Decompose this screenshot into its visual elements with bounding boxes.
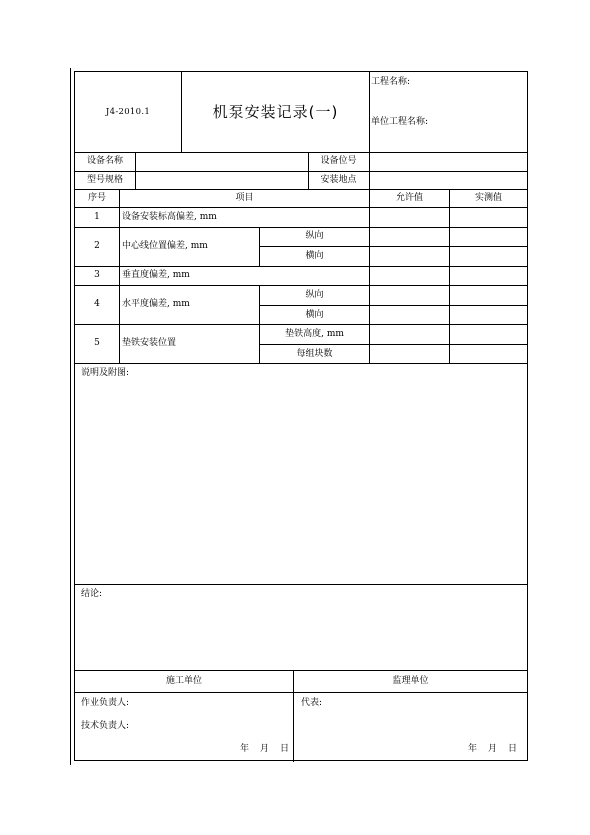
row-3-item: 垂直度偏差, mm <box>122 270 190 280</box>
row-2-sub-longitudinal: 纵向 <box>305 231 324 241</box>
row-5-measured-blocks[interactable] <box>450 345 527 363</box>
row-2-measured-longitudinal[interactable] <box>450 228 527 246</box>
model-spec-label: 型号规格 <box>86 174 123 185</box>
construction-unit-label: 施工单位 <box>165 675 202 686</box>
supervision-unit-label: 监理单位 <box>392 675 429 686</box>
equipment-position-value[interactable] <box>370 153 527 171</box>
header-item: 项目 <box>235 192 254 203</box>
equipment-position-label: 设备位号 <box>320 156 357 166</box>
equipment-name-value[interactable] <box>136 153 308 171</box>
work-lead-label: 作业负责人: <box>81 698 130 708</box>
tech-lead-label: 技术负责人: <box>81 721 130 731</box>
row-4-sub-longitudinal: 纵向 <box>305 289 324 300</box>
install-location-label: 安装地点 <box>320 174 357 185</box>
project-name-label: 工程名称: <box>371 77 411 87</box>
row-5-sub-shim-height: 垫铁高度, mm <box>285 328 344 339</box>
row-4-seq: 4 <box>94 299 100 309</box>
representative-label: 代表: <box>301 698 323 708</box>
row-5-allowed-blocks[interactable] <box>370 345 449 363</box>
row-5-seq: 5 <box>94 338 100 348</box>
row-3-measured[interactable] <box>450 267 527 285</box>
supervision-date <box>457 745 517 754</box>
row-5-measured-shim-height[interactable] <box>450 325 527 344</box>
row-2-item: 中心线位置偏差, mm <box>122 241 208 251</box>
row-1-allowed[interactable] <box>370 208 449 227</box>
construction-date <box>229 745 289 754</box>
notes-label: 说明及附图: <box>81 368 130 378</box>
form-code: J4-2010.1 <box>105 106 151 117</box>
notes-section[interactable] <box>75 364 527 584</box>
row-2-measured-transverse[interactable] <box>450 247 527 266</box>
month-label: 月 <box>260 744 270 754</box>
grid-line <box>75 692 527 693</box>
row-2-seq: 2 <box>94 241 100 251</box>
form-title: 机泵安装记录(一) <box>212 102 339 121</box>
pump-installation-record-form <box>74 71 528 761</box>
page-margin-line <box>70 68 71 765</box>
header-measured: 实测值 <box>474 192 502 203</box>
row-4-item: 水平度偏差, mm <box>122 299 190 309</box>
row-3-allowed[interactable] <box>370 267 449 285</box>
row-2-allowed-transverse[interactable] <box>370 247 449 266</box>
header-seq: 序号 <box>87 192 106 203</box>
row-5-allowed-shim-height[interactable] <box>370 325 449 344</box>
row-4-allowed-transverse[interactable] <box>370 306 449 324</box>
day-label: 日 <box>280 744 290 754</box>
conclusion-label: 结论: <box>81 589 103 599</box>
row-5-sub-blocks-per-group: 每组块数 <box>296 348 333 359</box>
row-4-measured-transverse[interactable] <box>450 306 527 324</box>
row-1-seq: 1 <box>94 211 100 222</box>
row-4-allowed-longitudinal[interactable] <box>370 286 449 305</box>
row-1-measured[interactable] <box>450 208 527 227</box>
row-4-sub-transverse: 横向 <box>305 309 324 320</box>
row-2-sub-transverse: 横向 <box>305 251 324 261</box>
month-label: 月 <box>488 744 498 754</box>
row-3-seq: 3 <box>94 270 100 280</box>
install-location-value[interactable] <box>370 172 527 189</box>
year-label: 年 <box>468 744 478 754</box>
row-5-item: 垫铁安装位置 <box>122 338 177 348</box>
header-allowed: 允许值 <box>395 192 423 203</box>
row-4-measured-longitudinal[interactable] <box>450 286 527 305</box>
year-label: 年 <box>240 744 250 754</box>
equipment-name-label: 设备名称 <box>86 156 123 166</box>
model-spec-value[interactable] <box>136 172 308 189</box>
conclusion-section[interactable] <box>75 585 527 670</box>
unit-project-name-label: 单位工程名称: <box>371 117 429 127</box>
day-label: 日 <box>508 744 518 754</box>
row-1-item: 设备安装标高偏差, mm <box>122 211 217 222</box>
row-2-allowed-longitudinal[interactable] <box>370 228 449 246</box>
